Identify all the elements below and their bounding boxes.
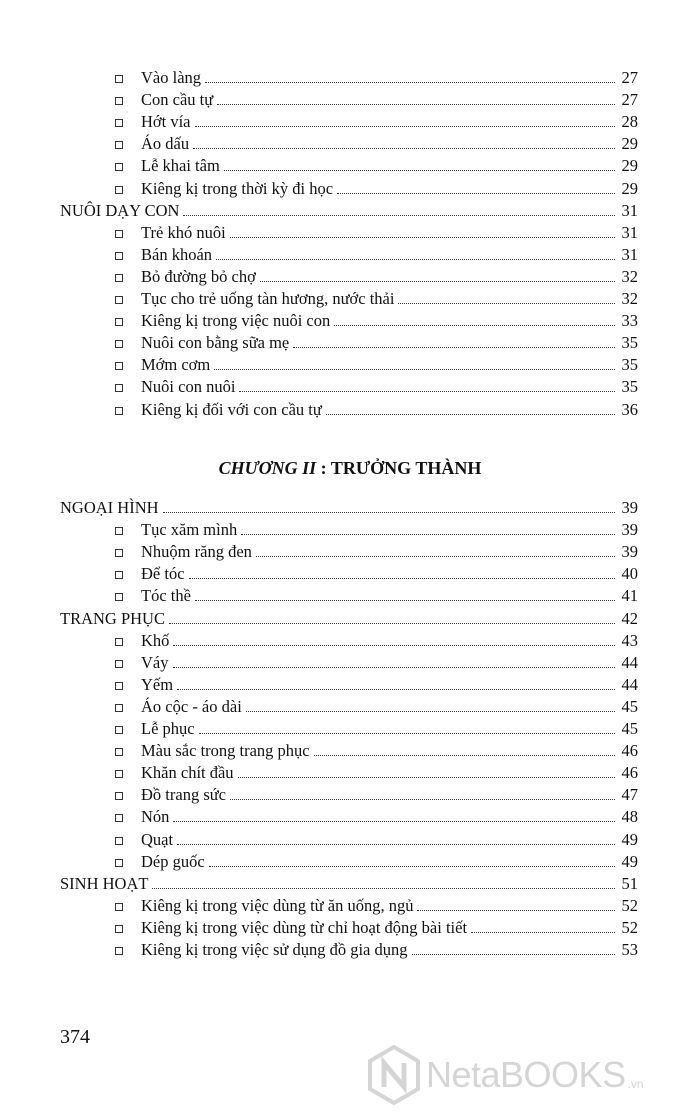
- toc-entry-title: Nuôi con bằng sữa mẹ: [141, 333, 290, 353]
- square-bullet-icon: [115, 527, 123, 535]
- square-bullet-icon: [115, 837, 123, 845]
- dot-leader: [183, 215, 615, 216]
- toc-subentry: [115, 584, 638, 606]
- toc-entry-page: 31: [621, 200, 638, 220]
- dot-leader: [195, 600, 615, 601]
- toc-entry-title: Áo cộc - áo dài: [141, 696, 242, 716]
- toc-entry-title: Kiêng kị đối với con cầu tự: [141, 399, 322, 419]
- dot-leader: [337, 193, 615, 194]
- square-bullet-icon: [115, 141, 123, 149]
- toc-entry-title: Bỏ đường bỏ chợ: [141, 266, 256, 286]
- toc-entry-page: 27: [621, 68, 638, 87]
- square-bullet-icon: [115, 119, 123, 127]
- toc-section-entry: [60, 199, 638, 221]
- toc-subentry: [115, 629, 638, 651]
- toc-subentry: [115, 717, 638, 739]
- toc-entry-title: Để tóc: [141, 564, 185, 584]
- dot-leader: [238, 777, 615, 778]
- square-bullet-icon: [115, 726, 123, 734]
- dot-leader: [205, 82, 615, 83]
- toc-subentry: [115, 805, 638, 827]
- watermark-suffix: .vn: [627, 1077, 644, 1091]
- square-bullet-icon: [115, 792, 123, 800]
- toc-entry-title: Nuôi con nuôi: [141, 377, 236, 397]
- dot-leader: [334, 325, 615, 326]
- toc-entry-title: Tục cho trẻ uống tàn hương, nước thải: [141, 289, 395, 308]
- square-bullet-icon: [115, 925, 123, 933]
- toc-subentry: [115, 850, 638, 872]
- square-bullet-icon: [115, 407, 123, 415]
- square-bullet-icon: [115, 340, 123, 348]
- toc-entry-title: Kiêng kị trong thời kỳ đi học: [141, 178, 334, 198]
- toc-entry-page: 42: [621, 608, 638, 628]
- toc-entry-page: 31: [621, 222, 638, 242]
- dot-leader: [224, 170, 615, 171]
- toc-entry-page: 29: [621, 178, 638, 198]
- square-bullet-icon: [115, 682, 123, 690]
- toc-entry-page: 35: [621, 333, 638, 353]
- toc-subentry: [115, 88, 638, 110]
- square-bullet-icon: [115, 593, 123, 601]
- toc-entry-title: Lễ phục: [141, 719, 195, 738]
- toc-subentry: [115, 287, 638, 309]
- toc-entry-page: 49: [621, 829, 638, 849]
- toc-entry-title: Khố: [141, 630, 170, 650]
- square-bullet-icon: [115, 296, 123, 304]
- toc-subentry: [115, 398, 638, 420]
- chapter-heading: [0, 458, 700, 479]
- dot-leader: [173, 821, 615, 822]
- dot-leader: [217, 104, 615, 105]
- toc-entry-page: 44: [621, 652, 638, 672]
- dot-leader: [209, 866, 615, 867]
- dot-leader: [471, 932, 615, 933]
- dot-leader: [241, 534, 615, 535]
- toc-entry-page: 36: [621, 399, 638, 419]
- toc-entry-page: 46: [621, 741, 638, 761]
- toc-entry-page: 53: [621, 940, 638, 959]
- toc-entry-title: Nón: [141, 807, 170, 827]
- dot-leader: [230, 237, 615, 238]
- toc-entry-title: Lễ khai tâm: [141, 156, 220, 176]
- toc-subentry: [115, 154, 638, 176]
- toc-entry-title: Con cầu tự: [141, 90, 214, 110]
- toc-subentry: [115, 518, 638, 540]
- toc-entry-page: 35: [621, 377, 638, 397]
- dot-leader: [169, 623, 615, 624]
- toc-entry-page: 44: [621, 674, 638, 694]
- square-bullet-icon: [115, 186, 123, 194]
- toc-subentry: [115, 243, 638, 265]
- dot-leader: [193, 148, 615, 149]
- square-bullet-icon: [115, 252, 123, 260]
- toc-entry-page: 43: [621, 630, 638, 650]
- square-bullet-icon: [115, 384, 123, 392]
- dot-leader: [293, 347, 615, 348]
- toc-subentry: [115, 331, 638, 353]
- toc-entry-title: Trẻ khó nuôi: [141, 222, 226, 242]
- dot-leader: [177, 689, 615, 690]
- toc-subentry: [115, 739, 638, 761]
- toc-entry-title: NGOẠI HÌNH: [60, 498, 159, 517]
- dot-leader: [189, 578, 615, 579]
- toc-entry-title: TRANG PHỤC: [60, 608, 165, 628]
- toc-entry-page: 41: [621, 586, 638, 606]
- toc-entry-page: 46: [621, 763, 638, 783]
- dot-leader: [177, 844, 615, 845]
- toc-entry-page: 52: [621, 895, 638, 915]
- toc-entry-page: 33: [621, 311, 638, 331]
- toc-entry-title: Hớt vía: [141, 112, 191, 132]
- square-bullet-icon: [115, 362, 123, 370]
- square-bullet-icon: [115, 859, 123, 867]
- toc-entry-page: 35: [621, 355, 638, 375]
- dot-leader: [214, 369, 615, 370]
- toc-entry-title: Yếm: [141, 674, 174, 694]
- chapter-separator: :: [316, 458, 331, 478]
- dot-leader: [417, 910, 615, 911]
- square-bullet-icon: [115, 748, 123, 756]
- watermark: [368, 1040, 698, 1110]
- dot-leader: [173, 667, 616, 668]
- toc-entry-title: Váy: [141, 652, 169, 672]
- toc-subentry: [115, 916, 638, 938]
- toc-entry-page: 31: [621, 244, 638, 264]
- toc-entry-title: Dép guốc: [141, 851, 205, 871]
- square-bullet-icon: [115, 704, 123, 712]
- square-bullet-icon: [115, 947, 123, 955]
- toc-section-entry: [60, 872, 638, 894]
- toc-entry-title: Bán khoán: [141, 244, 213, 264]
- toc-entry-page: 28: [621, 112, 638, 132]
- dot-leader: [398, 303, 615, 304]
- toc-subentry: [115, 761, 638, 783]
- toc-section-entry: [60, 607, 638, 629]
- square-bullet-icon: [115, 274, 123, 282]
- watermark-brand: NetaBOOKS: [426, 1054, 626, 1095]
- toc-entry-title: SINH HOẠT: [60, 873, 149, 893]
- toc-entry-title: Kiêng kị trong việc sử dụng đồ gia dụng: [141, 940, 408, 959]
- toc-entry-title: Màu sắc trong trang phục: [141, 741, 310, 761]
- toc-entry-title: Quạt: [141, 829, 174, 849]
- dot-leader: [163, 512, 615, 513]
- toc-subentry: [115, 673, 638, 695]
- toc-subentry: [115, 132, 638, 154]
- square-bullet-icon: [115, 318, 123, 326]
- page-number: 374: [60, 1026, 90, 1048]
- dot-leader: [256, 556, 615, 557]
- toc-entry-title: Vào làng: [141, 68, 202, 87]
- square-bullet-icon: [115, 230, 123, 238]
- toc-subentry: [115, 562, 638, 584]
- square-bullet-icon: [115, 163, 123, 171]
- dot-leader: [314, 755, 615, 756]
- toc-subentry: [115, 353, 638, 375]
- toc-subentry: [115, 375, 638, 397]
- square-bullet-icon: [115, 97, 123, 105]
- toc-entry-title: Khăn chít đầu: [141, 763, 234, 783]
- toc-subentry: [115, 894, 638, 916]
- toc-entry-title: Áo dấu: [141, 134, 190, 154]
- dot-leader: [239, 391, 615, 392]
- toc-entry-page: 29: [621, 134, 638, 154]
- toc-section-entry: [60, 496, 638, 518]
- dot-leader: [246, 711, 615, 712]
- toc-entry-page: 39: [621, 520, 638, 540]
- square-bullet-icon: [115, 660, 123, 668]
- toc-entry-title: Tóc thề: [141, 586, 191, 606]
- toc-entry-page: 45: [621, 696, 638, 716]
- square-bullet-icon: [115, 571, 123, 579]
- toc-subentry: [115, 66, 638, 88]
- toc-subentry: [115, 177, 638, 199]
- toc-subentry: [115, 938, 638, 960]
- toc-entry-page: 27: [621, 90, 638, 110]
- toc-entry-page: 47: [621, 785, 638, 805]
- toc-subentry: [115, 221, 638, 243]
- toc-subentry: [115, 110, 638, 132]
- dot-leader: [216, 259, 615, 260]
- toc-entry-page: 45: [621, 719, 638, 738]
- dot-leader: [412, 954, 616, 955]
- toc-entry-page: 52: [621, 917, 638, 937]
- toc-entry-page: 51: [621, 873, 638, 893]
- toc-entry-page: 39: [621, 498, 638, 517]
- dot-leader: [195, 126, 615, 127]
- chapter-number: CHƯƠNG II: [218, 458, 317, 478]
- toc-entry-title: Kiêng kị trong việc nuôi con: [141, 311, 331, 331]
- dot-leader: [260, 281, 615, 282]
- toc-subentry: [115, 828, 638, 850]
- dot-leader: [230, 799, 615, 800]
- toc-entry-page: 49: [621, 851, 638, 871]
- dot-leader: [152, 888, 615, 889]
- square-bullet-icon: [115, 814, 123, 822]
- toc-subentry: [115, 695, 638, 717]
- toc-subentry: [115, 651, 638, 673]
- toc-subentry: [115, 783, 638, 805]
- toc-entry-page: 39: [621, 542, 638, 562]
- toc-entry-page: 48: [621, 807, 638, 827]
- toc-entry-page: 29: [621, 156, 638, 176]
- toc-subentry: [115, 309, 638, 331]
- dot-leader: [199, 733, 615, 734]
- toc-entry-title: Nhuộm răng đen: [141, 542, 252, 562]
- toc-entry-page: 32: [621, 266, 638, 286]
- toc-subentry: [115, 265, 638, 287]
- toc-entry-title: Đồ trang sức: [141, 785, 227, 805]
- toc-entry-title: Kiêng kị trong việc dùng từ ăn uống, ngủ: [141, 895, 414, 915]
- toc-entry-page: 32: [621, 289, 638, 308]
- chapter-title: TRƯỞNG THÀNH: [330, 458, 482, 478]
- netabooks-logo-icon: [368, 1045, 420, 1105]
- toc-subentry: [115, 540, 638, 562]
- square-bullet-icon: [115, 770, 123, 778]
- toc-entry-page: 40: [621, 564, 638, 584]
- square-bullet-icon: [115, 549, 123, 557]
- square-bullet-icon: [115, 638, 123, 646]
- square-bullet-icon: [115, 75, 123, 83]
- dot-leader: [326, 414, 615, 415]
- toc-entry-title: Mớm cơm: [141, 355, 211, 375]
- toc-entry-title: Kiêng kị trong việc dùng từ chỉ hoạt động bài tiết: [141, 917, 468, 937]
- square-bullet-icon: [115, 903, 123, 911]
- toc-entry-title: NUÔI DẠY CON: [60, 200, 180, 220]
- dot-leader: [173, 645, 615, 646]
- toc-entry-title: Tục xăm mình: [141, 520, 238, 540]
